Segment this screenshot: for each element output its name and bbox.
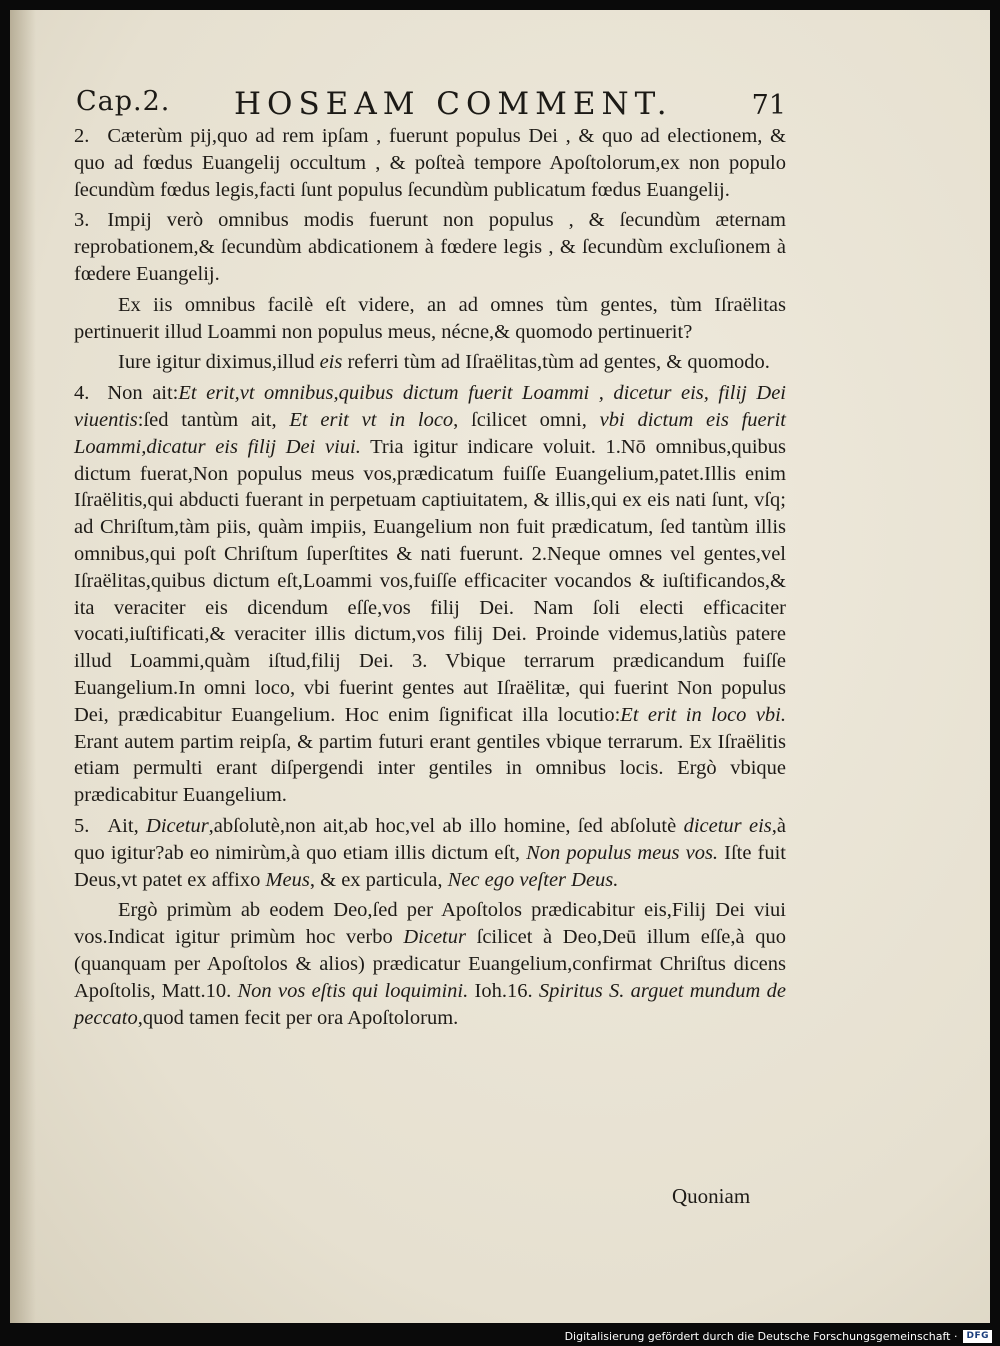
catchword: Quoniam (672, 1184, 751, 1208)
paragraph (74, 897, 786, 1031)
paragraph (74, 123, 786, 203)
text-run: Ait, (107, 814, 147, 837)
text-run: ſcilicet à Deo,Deū illum eſſe,à quo (quanquam per Apoſtolos & alios) prædicatur Euangelium,confirmat Chriſtus dicens Apoſtolis, Matt.10. (74, 926, 787, 1002)
italic-quotation: Et erit,vt omnibus,quibus dictum fuerit Loammi , dicetur eis, filij Dei viuentis (74, 382, 786, 431)
book-page (10, 10, 990, 1323)
italic-quotation: dicetur eis (683, 814, 772, 837)
text-run: Iure igitur diximus,illud (118, 351, 320, 374)
italic-quotation: vbi dictum eis fuerit Loammi,dicatur eis filij Dei viui. (74, 408, 786, 458)
paragraph-number: 2. (74, 125, 90, 147)
italic-quotation: Et erit in loco vbi. (620, 703, 786, 726)
dfg-logo: DFG (963, 1330, 992, 1343)
running-header (76, 86, 786, 126)
italic-quotation: Spiritus S. arguet mundum de peccato (74, 979, 786, 1029)
paragraph (74, 349, 786, 376)
chapter-label: Cap.2. (76, 86, 171, 117)
paragraph-number: 4. (74, 382, 90, 405)
text-run: Ioh.16. (468, 979, 539, 1002)
text-run: Non ait: (107, 382, 179, 405)
page-number: 71 (751, 90, 786, 121)
text-run: , & ex particula, (309, 868, 448, 891)
paragraph (74, 380, 786, 809)
running-title: HOSEAM COMMENT. (234, 86, 673, 122)
italic-quotation: Et erit vt in loco (289, 408, 454, 431)
italic-quotation: Dicetur (146, 814, 209, 837)
italic-quotation: eis (319, 351, 343, 374)
text-run: ,à quo igitur?ab eo nimirùm,à quo etiam illis dictum eſt, (74, 814, 786, 864)
text-run: Ergò primùm ab eodem Deo,ſed per Apoſtolos prædicabitur eis,Filij Dei viui vos.Indicat igitur primùm hoc verbo (74, 899, 786, 949)
italic-quotation: Meus (265, 868, 310, 891)
main-text (74, 123, 786, 1031)
text-run: :ſed tantùm ait, (137, 408, 290, 431)
italic-quotation: Nec ego veſter Deus. (447, 868, 619, 891)
page-gutter-shadow (10, 10, 36, 1323)
text-run: Cæterùm pij,quo ad rem ipſam , fuerunt populus Dei , & quo ad electionem, & quo ad fœdus Euangelij occultum , & poſteà tempore Apoſtolorum,ex non populo ſecundùm fœdus legis,facti ſunt populus ſecundùm publicatum fœdus Euangelij. (74, 125, 786, 201)
text-run: referri tùm ad Iſraëlitas,tùm ad gentes, & quomodo. (342, 351, 770, 374)
italic-quotation: Non populus meus vos. (526, 841, 719, 864)
funding-credit: Digitalisierung gefördert durch die Deutsche Forschungsgemeinschaft · (564, 1329, 958, 1343)
text-run: , ſcilicet omni, (453, 408, 600, 431)
text-run: Erant autem partim reipſa, & partim futuri erant gentiles vbique terrarum. Ex Iſraëlitis etiam permulti erant diſpergendi inter gentiles in omnibus locis. Ergò vbique prædicabitur Euangelium. (74, 730, 786, 807)
paragraph (74, 292, 786, 346)
text-run: Impij verò omnibus modis fuerunt non populus , & ſecundùm æternam reprobationem,& ſecundùm abdicationem à fœdere legis , & ſecundùm excluſionem à fœdere Euangelij. (74, 209, 786, 285)
italic-quotation: Dicetur (403, 926, 466, 949)
text-run: ,abſolutè,non ait,ab hoc,vel ab illo homine, ſed abſolutè (208, 814, 684, 837)
paragraph (74, 813, 786, 893)
paragraph-number: 3. (74, 209, 90, 232)
text-run: Ex iis omnibus facilè eſt videre, an ad omnes tùm gentes, tùm Iſraëlitas pertinuerit illud Loammi non populus meus, nécne,& quomodo pertinuerit? (74, 293, 786, 343)
italic-quotation: Non vos eſtis qui loquimini. (237, 979, 469, 1002)
text-run: Iſte fuit Deus,vt patet ex affixo (74, 841, 786, 891)
text-run: ,quod tamen fecit per ora Apoſtolorum. (137, 1006, 459, 1029)
text-run: Tria igitur indicare voluit. 1.Nō omnibus,quibus dictum fuerat,Non populus meus vos,prædicatum fuiſſe Euangelium,patet.Illis enim Iſraëlitis,qui abducti fuerant in perpetuam captiuitatem, & illis,qui ex eis nati ſunt, vſq; ad Chriſtum,tàm piis, quàm impiis, Euangelium non fuit prædicatum, ſed tantùm illis omnibus,qui poſt Chriſtum ſuperſtites & nati fuerunt. 2.Neque omnes vel gentes,vel Iſraëlitas,quibus dictum eſt,Loammi vos,fuiſſe efficaciter vocandos & iuſtificandos,& ita veraciter eis dicendum eſſe,vos filij Dei. Nam ſoli electi efficaciter vocati,iuſtificati,& veraciter illis dictum,vos filij Dei. Proinde videmus,latiùs patere illud Loammi,quàm iſtud,filij Dei. 3. Vbique terrarum prædicandum fuiſſe Euangelium.In omni loco, vbi fuerint gentes aut Iſraëlitæ, qui fuerint Non populus Dei, prædicabitur Euangelium. Hoc enim ſignificat illa locutio: (74, 435, 786, 726)
paragraph-number: 5. (74, 814, 90, 837)
digitization-footer (565, 1328, 992, 1344)
paragraph (74, 207, 786, 287)
